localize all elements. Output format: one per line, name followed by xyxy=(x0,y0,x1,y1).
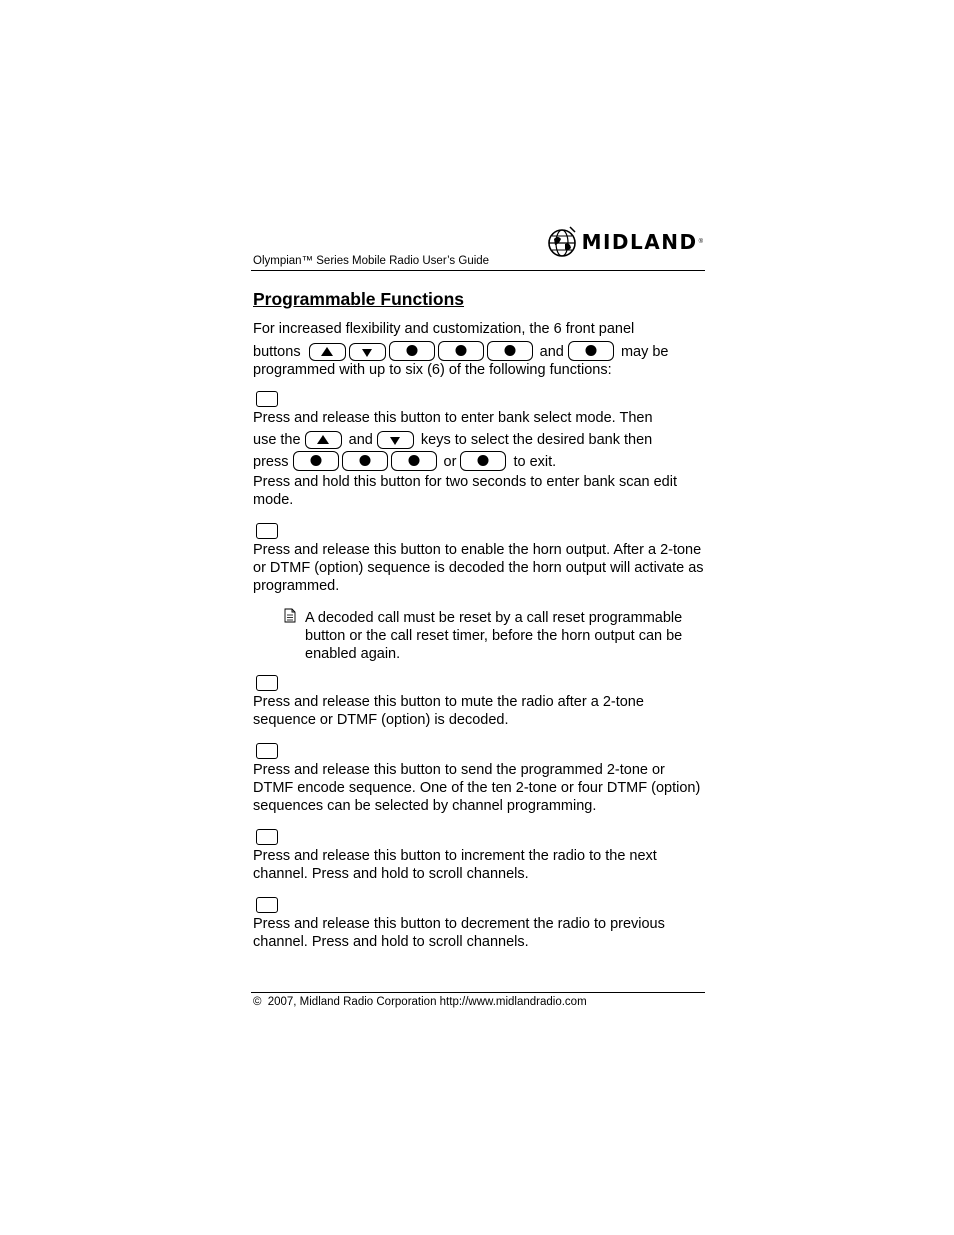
dot-key-icon xyxy=(568,341,614,361)
horn-text: Press and release this button to enable the horn output. After a 2-tone or DTMF (option) sequence is decoded the horn output will activate as programmed. xyxy=(253,542,704,594)
page-footer xyxy=(251,992,705,1008)
copyright-symbol: © xyxy=(253,996,262,1008)
mute-text: Press and release this button to mute the radio after a 2-tone sequence or DTMF (option) is decoded. xyxy=(253,694,644,728)
function-mute xyxy=(253,675,705,729)
function-key-icon xyxy=(256,523,278,539)
function-bank xyxy=(253,391,705,509)
buttons-word: buttons xyxy=(253,344,301,360)
registered-mark: ® xyxy=(698,239,703,245)
function-key-icon xyxy=(256,391,278,407)
dot-key-icon xyxy=(389,341,435,361)
function-key-icon xyxy=(256,743,278,759)
intro-line-1: For increased flexibility and customization, the 6 front panel xyxy=(253,321,635,337)
encode-text: Press and release this button to send the programmed 2-tone or DTMF encode sequence. One of the ten 2-tone or four DTMF (option) sequences can be selected by channel programming. xyxy=(253,762,701,814)
midland-logo xyxy=(544,224,703,260)
use-the-text: use the xyxy=(253,432,301,448)
and-word: and xyxy=(539,344,564,360)
intro-buttons-line xyxy=(253,341,705,361)
horn-note xyxy=(283,607,705,663)
footer-text: 2007, Midland Radio Corporation http://www.midlandradio.com xyxy=(267,996,587,1008)
down-key-icon xyxy=(349,343,386,361)
dot-key-icon xyxy=(391,451,437,471)
bank-line-2 xyxy=(253,429,705,449)
header-title: Olympian™ Series Mobile Radio User’s Guide xyxy=(253,255,490,267)
section-title: Programmable Functions xyxy=(253,289,465,309)
down-key-icon xyxy=(377,431,414,449)
function-increment xyxy=(253,829,705,883)
decrement-text: Press and release this button to decrement the radio to previous channel. Press and hold to scroll channels. xyxy=(253,916,665,950)
may-be-text: may be xyxy=(620,344,669,360)
function-key-icon xyxy=(256,897,278,913)
to-exit-text: to exit. xyxy=(513,454,557,470)
function-key-icon xyxy=(256,675,278,691)
horn-note-text: A decoded call must be reset by a call reset programmable button or the call reset timer, before the horn output can be enabled again. xyxy=(305,610,683,662)
up-key-icon xyxy=(309,343,346,361)
intro-line-3: programmed with up to six (6) of the following functions: xyxy=(253,362,612,378)
globe-icon xyxy=(544,224,580,260)
bank-line-1: Press and release this button to enter bank select mode. Then xyxy=(253,410,653,426)
function-decrement xyxy=(253,897,705,951)
or-word: or xyxy=(443,454,457,470)
up-key-icon xyxy=(305,431,342,449)
bank-line-3 xyxy=(253,451,705,471)
note-icon xyxy=(283,608,297,623)
dot-key-icon xyxy=(342,451,388,471)
function-key-icon xyxy=(256,829,278,845)
and-word: and xyxy=(348,432,373,448)
page-header xyxy=(251,220,705,271)
function-encode xyxy=(253,743,705,815)
intro-paragraph xyxy=(253,320,705,379)
dot-key-icon xyxy=(487,341,533,361)
dot-key-icon xyxy=(460,451,506,471)
dot-key-icon xyxy=(293,451,339,471)
dot-key-icon xyxy=(438,341,484,361)
manual-page xyxy=(251,220,705,951)
press-text: press xyxy=(253,454,289,470)
function-horn xyxy=(253,523,705,663)
increment-text: Press and release this button to increment the radio to the next channel. Press and hold to scroll channels. xyxy=(253,848,657,882)
logo-wordmark: MIDLAND xyxy=(581,230,698,254)
bank-hold-text: Press and hold this button for two seconds to enter bank scan edit mode. xyxy=(253,474,677,508)
keys-text: keys to select the desired bank then xyxy=(420,432,653,448)
